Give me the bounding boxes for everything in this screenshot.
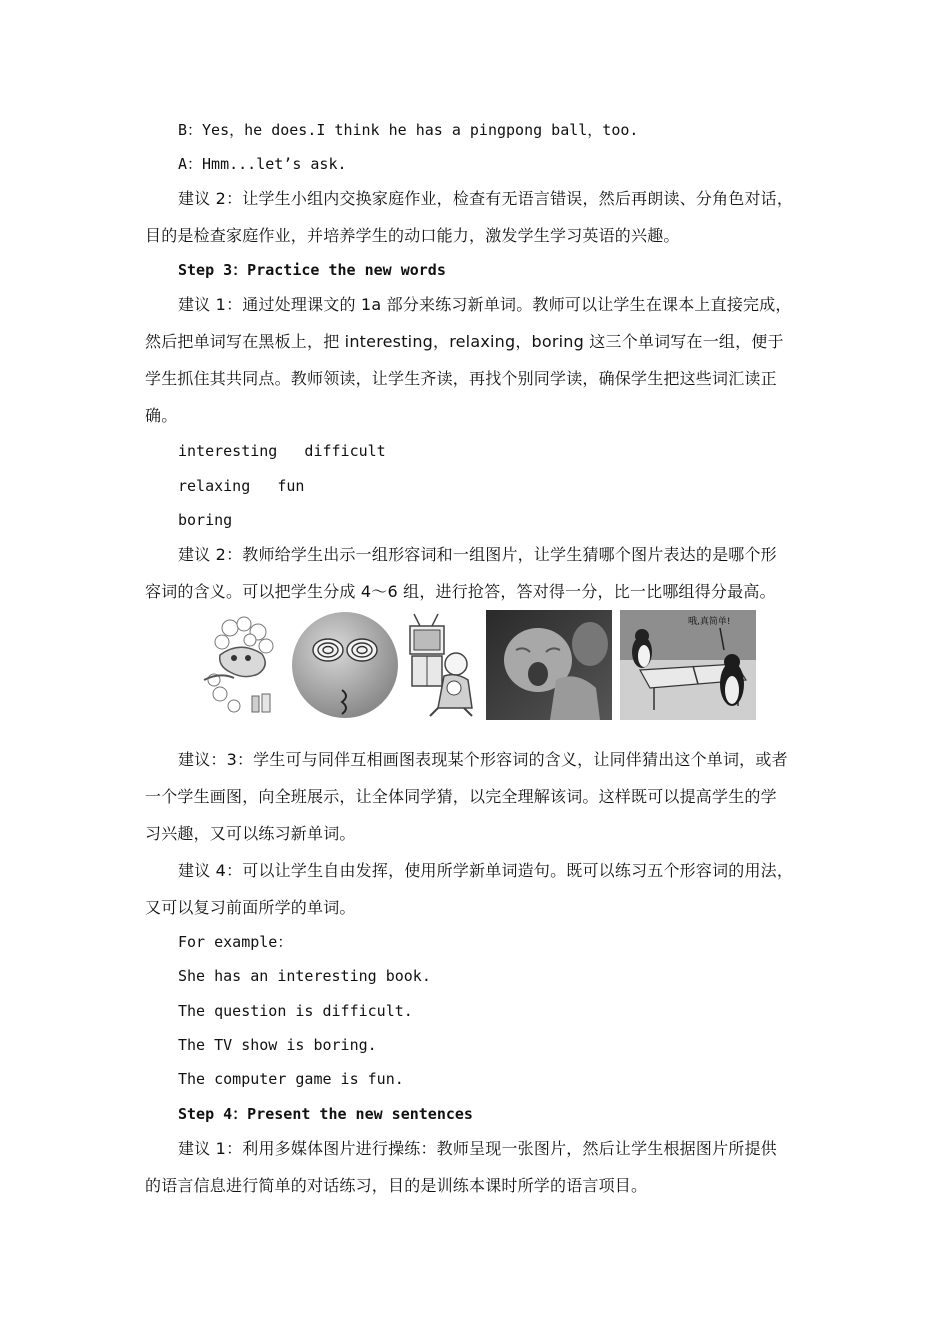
yawning-baby-picture — [486, 610, 612, 720]
step3-suggestion1-line3: 学生抓住其共同点。教师领读，让学生齐读，再找个别同学读，确保学生把这些词汇读正 — [145, 369, 777, 388]
step3-suggestion3-line3: 习兴趣，又可以练习新单词。 — [145, 824, 356, 843]
step3-suggestion2-line2: 容词的含义。可以把学生分成 4～6 组，进行抢答，答对得一分，比一比哪组得分最高。 — [145, 582, 776, 601]
step2-suggestion2-line1: 建议 2：让学生小组内交换家庭作业，检查有无语言错误，然后再朗读、分角色对话， — [178, 189, 794, 208]
step3-suggestion4-line1: 建议 4：可以让学生自由发挥，使用所学新单词造句。既可以练习五个形容词的用法， — [178, 861, 794, 880]
dizzy-face-picture — [290, 610, 400, 720]
step3-suggestion1-line2: 然后把单词写在黑板上，把 interesting，relaxing，boring 这三个单词写在一组，便于 — [145, 332, 784, 351]
adjective-picture-row — [200, 610, 760, 720]
step3-suggestion1-line1: 建议 1：通过处理课文的 1a 部分来练习新单词。教师可以让学生在课本上直接完成， — [178, 295, 792, 314]
example-intro: For example： — [178, 933, 293, 951]
step2-suggestion2-line2: 目的是检查家庭作业，并培养学生的动口能力，激发学生学习英语的兴趣。 — [145, 226, 680, 245]
step4-heading: Step 4：Present the new sentences — [178, 1105, 473, 1123]
example-sentence-3: The TV show is boring. — [178, 1036, 377, 1054]
relaxing-bath-picture — [200, 610, 280, 720]
step3-suggestion3-line2: 一个学生画图，向全班展示，让全体同学猜，以完全理解该词。这样既可以提高学生的学 — [145, 787, 777, 806]
step4-suggestion1-line1: 建议 1：利用多媒体图片进行操练：教师呈现一张图片，然后让学生根据图片所提供 — [178, 1139, 777, 1158]
word-list-row1: interesting difficult — [178, 442, 386, 460]
penguin-speech-caption: 哦,真简单! — [688, 617, 731, 627]
example-sentence-4: The computer game is fun. — [178, 1070, 404, 1088]
dialogue-b-line: B：Yes，he does.I think he has a pingpong ball，too. — [178, 121, 639, 139]
dialogue-a-line: A：Hmm...let’s ask. — [178, 155, 347, 173]
example-sentence-1: She has an interesting book. — [178, 967, 431, 985]
step3-suggestion1-line4: 确。 — [145, 406, 178, 425]
tv-watching-picture — [408, 610, 478, 720]
step3-heading: Step 3：Practice the new words — [178, 261, 446, 279]
step3-suggestion3-line1: 建议：3：学生可与同伴互相画图表现某个形容词的含义，让同伴猜出这个单词，或者 — [178, 750, 788, 769]
step3-suggestion4-line2: 又可以复习前面所学的单词。 — [145, 898, 356, 917]
penguins-pingpong-picture — [620, 610, 756, 720]
step3-suggestion2-line1: 建议 2：教师给学生出示一组形容词和一组图片，让学生猜哪个图片表达的是哪个形 — [178, 545, 777, 564]
word-list-row3: boring — [178, 511, 233, 529]
step4-suggestion1-line2: 的语言信息进行简单的对话练习，目的是训练本课时所学的语言项目。 — [145, 1176, 648, 1195]
word-list-row2: relaxing fun — [178, 477, 305, 495]
example-sentence-2: The question is difficult. — [178, 1002, 413, 1020]
